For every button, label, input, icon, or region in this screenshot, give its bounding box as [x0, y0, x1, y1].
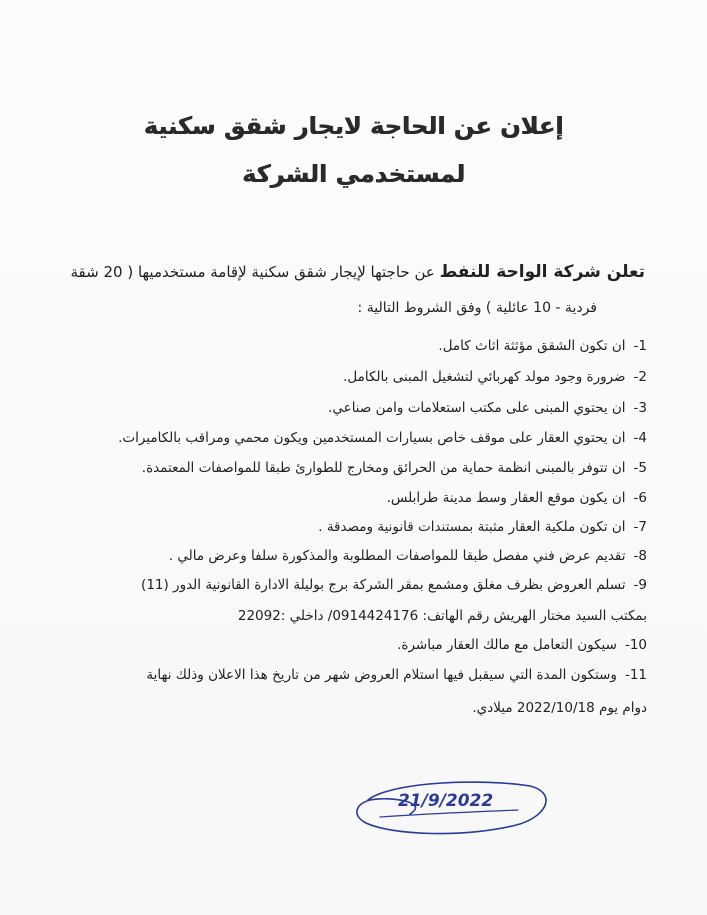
intro-paragraph-line1	[71, 262, 646, 282]
condition-item: 5-ان تتوفر بالمبنى انظمة حماية من الحرائق ومخارج للطوارئ طبقا للمواصفات المعتمدة.	[141, 460, 647, 476]
condition-item: 9-تسلم العروض بظرف مغلق ومشمع بمقر الشركة برج بوليلة الادارة القانونية الدور (11)	[141, 577, 647, 593]
condition-item: 10-سيكون التعامل مع مالك العقار مباشرة.	[397, 637, 647, 653]
condition-item: 8-تقديم عرض فني مفصل طبقا للمواصفات المطلوبة والمذكورة سلفا وعرض مالي .	[168, 548, 647, 564]
handwritten-signature	[350, 770, 560, 845]
condition-item: 4-ان يحتوي العقار على موقف خاص بسيارات المستخدمين ويكون محمي ومراقب بالكاميرات.	[118, 430, 647, 446]
condition-item: 2-ضرورة وجود مولد كهربائي لتشغيل المبنى بالكامل.	[343, 369, 647, 385]
intro-paragraph-line2: فردية - 10 عائلية ) وفق الشروط التالية :	[357, 300, 597, 316]
condition-item: 7-ان تكون ملكية العقار مثبتة بمستندات قانونية ومصدقة .	[318, 519, 647, 535]
document-title-line2: لمستخدمي الشركة	[241, 160, 466, 188]
intro-line1-rest: عن حاجتها لإيجار شقق سكنية لإقامة مستخدميها ( 20 شقة	[70, 263, 440, 281]
condition-item-continuation: دوام يوم 2022/10/18 ميلادي.	[472, 700, 647, 716]
company-name-lead: تعلن شركة الواحة للنفط	[439, 262, 645, 282]
document-title-line1: إعلان عن الحاجة لايجار شقق سكنية	[143, 112, 564, 140]
signature-date: 21/9/2022	[398, 791, 494, 811]
condition-item: 6-ان يكون موقع العقار وسط مدينة طرابلس.	[386, 490, 647, 506]
condition-item: 1-ان تكون الشقق مؤثثة اثاث كامل.	[438, 338, 647, 354]
condition-item-continuation: بمكتب السيد مختار الهريش رقم الهاتف: 0914424176/ داخلي :22092	[237, 608, 647, 624]
condition-item: 11-وستكون المدة التي سيقبل فيها استلام العروض شهر من تاريخ هذا الاعلان وذلك نهاية	[146, 667, 647, 683]
condition-item: 3-ان يحتوي المبنى على مكتب استعلامات وامن صناعي.	[328, 400, 647, 416]
signature-underline	[380, 810, 518, 817]
